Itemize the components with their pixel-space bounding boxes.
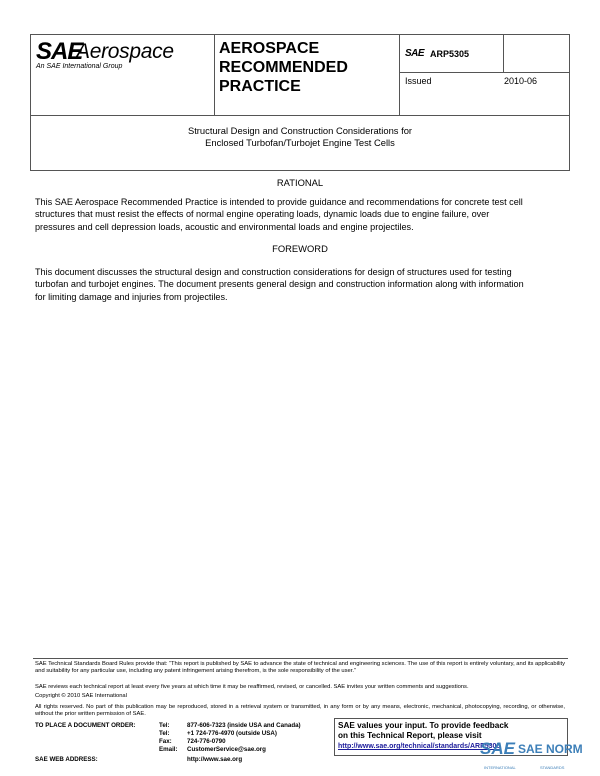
document-type-line: PRACTICE bbox=[219, 78, 301, 95]
logo-sae-text: SAE bbox=[36, 38, 83, 65]
document-type-title bbox=[219, 39, 348, 96]
web-address-label: SAE WEB ADDRESS: bbox=[35, 756, 98, 763]
document-type-line: AEROSPACE bbox=[219, 40, 320, 57]
watermark-sub: STANDARDS bbox=[540, 765, 565, 770]
paragraph-line: pressures and cell depression loads, acoustic and environmental loads and engine projectiles. bbox=[35, 221, 414, 232]
rights-text: All rights reserved. No part of this publication may be reproduced, stored in a retrieval system or transmitted, in any form or by any means, electronic, mechanical, photocopying, recording, or otherwise, without the prior written permission of SAE. bbox=[35, 704, 565, 718]
logo-subtitle: An SAE International Group bbox=[36, 63, 123, 70]
order-key: Tel: bbox=[159, 730, 170, 737]
watermark-word: SAE NORM bbox=[518, 742, 583, 756]
board-rules-text: SAE Technical Standards Board Rules provide that: “This report is published by SAE to advance the state of technical and engineering sciences. The use of this report is entirely voluntary, and its applicability and suitability for any particular use, including any patent infringement arising therefrom, is the sole responsibility of the user.” bbox=[35, 661, 565, 675]
rational-heading: RATIONAL bbox=[276, 177, 324, 188]
copyright-text: Copyright © 2010 SAE International bbox=[35, 693, 127, 699]
foreword-paragraph bbox=[35, 266, 566, 303]
order-value: 877-606-7323 (inside USA and Canada) bbox=[187, 722, 301, 729]
document-id-row bbox=[400, 35, 570, 73]
watermark-sub: INTERNATIONAL bbox=[484, 765, 516, 770]
foreword-heading: FOREWORD bbox=[272, 243, 328, 254]
footer-rule bbox=[33, 658, 568, 659]
title-line: Structural Design and Construction Considerations for bbox=[187, 125, 413, 136]
order-key: Tel: bbox=[159, 722, 170, 729]
issued-label: Issued bbox=[405, 76, 432, 86]
order-value: +1 724-776-4970 (outside USA) bbox=[187, 730, 277, 737]
paragraph-line: turbofan and turbojet engines. The document presents general design and construction information along with information bbox=[35, 279, 524, 290]
document-number: ARP5305 bbox=[430, 49, 470, 59]
feedback-line: SAE values your input. To provide feedback bbox=[338, 721, 509, 730]
feedback-line: on this Technical Report, please visit bbox=[338, 731, 482, 740]
document-header bbox=[30, 34, 570, 116]
paragraph-line: for limiting damage and injuries from projectiles. bbox=[35, 291, 228, 302]
review-text: SAE reviews each technical report at least every five years at which time it may be reaffirmed, revised, or cancelled. SAE invites your written comments and suggestions. bbox=[35, 684, 469, 690]
rational-paragraph bbox=[35, 196, 566, 233]
order-key: Fax: bbox=[159, 738, 172, 745]
logo-aerospace-text: Aerospace bbox=[76, 40, 174, 63]
document-type-line: RECOMMENDED bbox=[219, 59, 348, 76]
paragraph-line: structures that must resist the effects of normal engine operating loads, dynamic loads due to engine failure, over bbox=[35, 209, 490, 220]
divider bbox=[503, 35, 504, 72]
sae-norm-watermark bbox=[478, 741, 600, 776]
order-key: Email: bbox=[159, 746, 178, 753]
paragraph-line: This document discusses the structural design and construction considerations for design of structures used for testing bbox=[35, 267, 512, 277]
sae-aerospace-logo bbox=[31, 35, 215, 115]
document-title-box bbox=[30, 115, 570, 171]
order-email-link[interactable]: CustomerService@sae.org bbox=[187, 746, 266, 753]
watermark-mark: SAE bbox=[480, 739, 515, 758]
sae-mark: SAE bbox=[405, 48, 425, 59]
order-value: 724-776-0790 bbox=[187, 738, 226, 745]
title-line: Enclosed Turbofan/Turbojet Engine Test Cells bbox=[205, 137, 395, 148]
order-label: TO PLACE A DOCUMENT ORDER: bbox=[35, 722, 136, 729]
feedback-url-link[interactable]: http://www.sae.org/technical/standards/ARP5305 bbox=[338, 743, 501, 750]
document-id-panel bbox=[399, 35, 570, 115]
web-address-link[interactable]: http://www.sae.org bbox=[187, 756, 243, 763]
document-title bbox=[31, 125, 569, 149]
paragraph-line: This SAE Aerospace Recommended Practice is intended to provide guidance and recommendations for concrete test cell bbox=[35, 197, 523, 207]
issued-date: 2010-06 bbox=[504, 76, 538, 86]
